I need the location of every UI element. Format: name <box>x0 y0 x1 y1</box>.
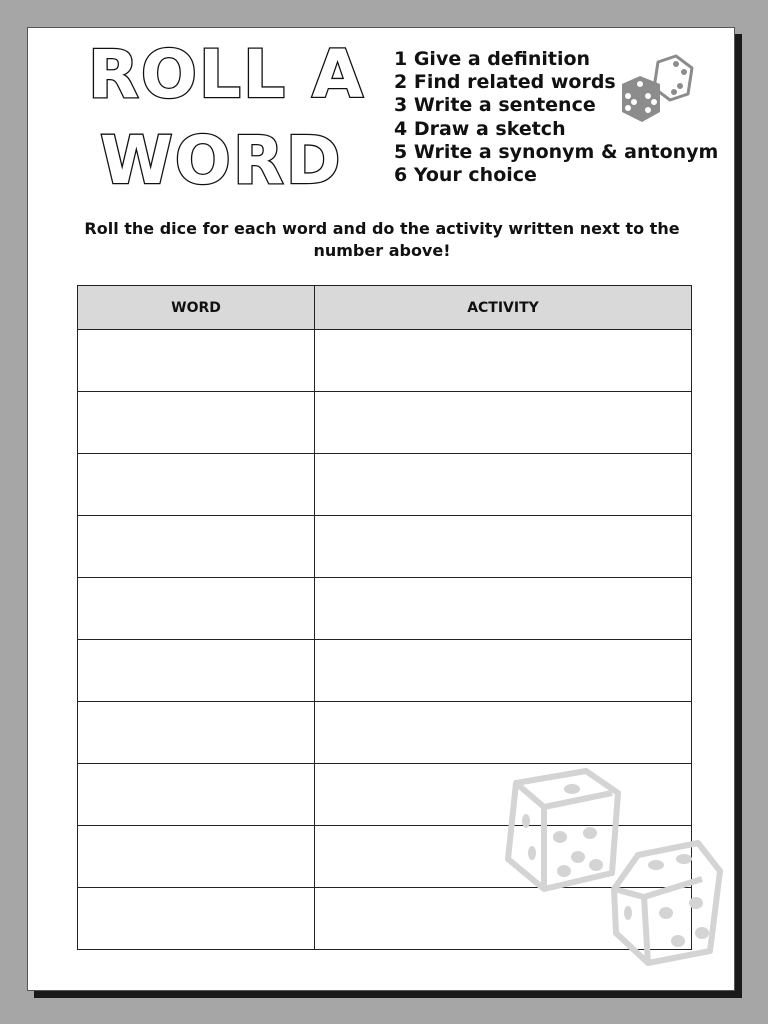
word-activity-table <box>77 285 692 950</box>
word-cell[interactable] <box>78 888 315 950</box>
word-cell[interactable] <box>78 392 315 454</box>
table-row <box>78 454 692 516</box>
title-line-1: ROLL A <box>88 36 366 113</box>
table-row <box>78 578 692 640</box>
word-cell[interactable] <box>78 330 315 392</box>
table-header-row <box>78 286 692 330</box>
word-cell[interactable] <box>78 764 315 826</box>
word-cell[interactable] <box>78 640 315 702</box>
activity-cell[interactable] <box>315 640 692 702</box>
table-row <box>78 330 692 392</box>
activity-cell[interactable] <box>315 764 692 826</box>
word-cell[interactable] <box>78 578 315 640</box>
activity-cell[interactable] <box>315 330 692 392</box>
table-row <box>78 764 692 826</box>
word-cell[interactable] <box>78 516 315 578</box>
title-line-2: WORD <box>100 122 343 199</box>
activity-cell[interactable] <box>315 392 692 454</box>
dice-icon <box>618 50 698 130</box>
table-row <box>78 640 692 702</box>
column-header-word: WORD <box>78 286 315 330</box>
column-header-activity: ACTIVITY <box>315 286 692 330</box>
activity-item: 1 Give a definition <box>394 48 591 70</box>
table-row <box>78 516 692 578</box>
activity-cell[interactable] <box>315 888 692 950</box>
word-cell[interactable] <box>78 454 315 516</box>
word-cell[interactable] <box>78 826 315 888</box>
worksheet-page <box>27 27 735 991</box>
activity-cell[interactable] <box>315 454 692 516</box>
activity-item: 5 Write a synonym & antonym <box>394 140 719 163</box>
word-cell[interactable] <box>78 702 315 764</box>
activity-item: 4 Draw a sketch <box>394 117 566 140</box>
activity-item: 3 Write a sentence <box>394 94 596 117</box>
table-row <box>78 826 692 888</box>
activity-cell[interactable] <box>315 578 692 640</box>
activity-cell[interactable] <box>315 516 692 578</box>
activity-cell[interactable] <box>315 826 692 888</box>
table-row <box>78 888 692 950</box>
activity-cell[interactable] <box>315 702 692 764</box>
activity-item: 6 Your choice <box>394 164 537 187</box>
table-row <box>78 392 692 454</box>
instructions-text: Roll the dice for each word and do the activity written next to the number above! <box>84 219 680 260</box>
table-row <box>78 702 692 764</box>
activity-item: 2 Find related words <box>394 71 616 94</box>
